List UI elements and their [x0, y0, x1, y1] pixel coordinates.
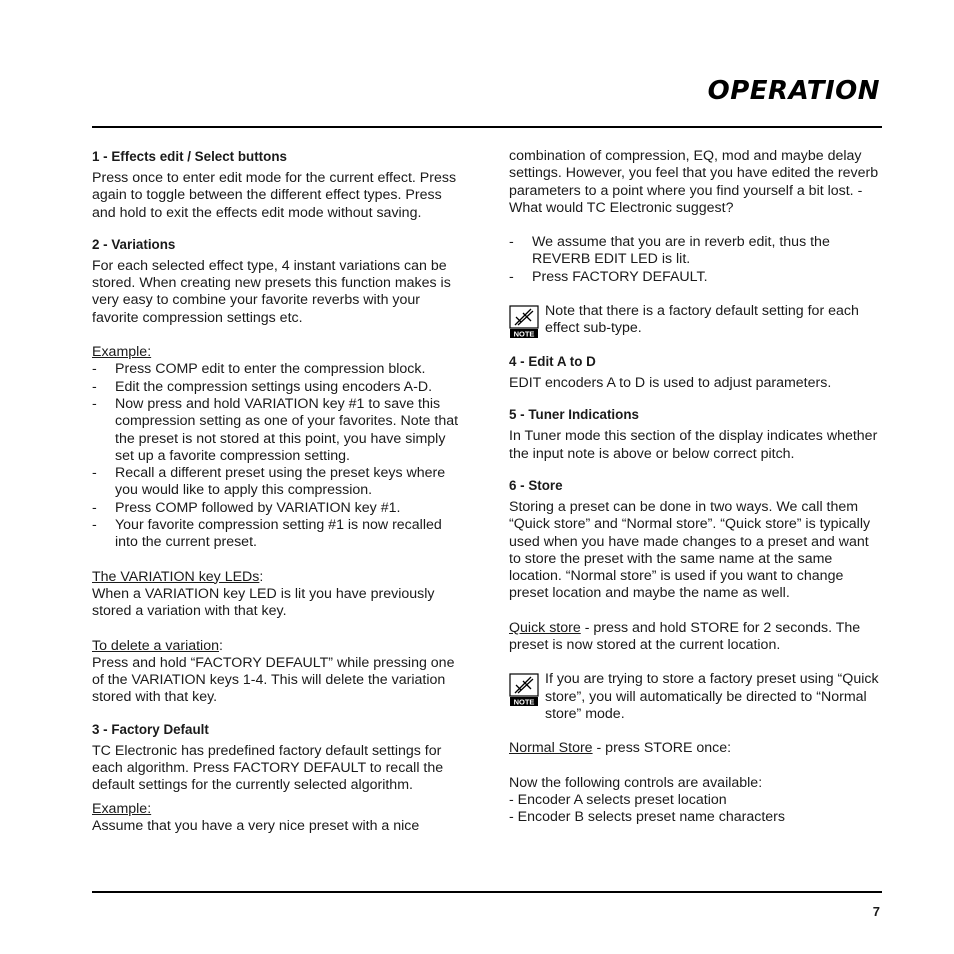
- list-item: - Recall a different preset using the preset keys where you would like to apply this compression.: [92, 465, 464, 500]
- section-heading: 4 - Edit A to D: [509, 354, 596, 370]
- section-text: Press once to enter edit mode for the current effect. Press again to toggle between the different effect types. Press and hold to exit the effects edit mode without saving.: [92, 170, 457, 221]
- control-item: - Encoder A selects preset location: [509, 791, 727, 808]
- normal-store-label: Normal Store: [509, 740, 593, 757]
- list-item: - Press COMP edit to enter the compression block.: [92, 361, 464, 378]
- leds-text: When a VARIATION key LED is lit you have previously stored a variation with that key.: [92, 585, 435, 620]
- section-text: Storing a preset can be done in two ways. We call them “Quick store” and “Normal store”. “Quick store” is typically used when you have made changes to a preset and want to store the preset with the same name at the same location. “Normal store” is used if you want to change preset location and maybe the name as well.: [509, 498, 871, 602]
- example2-label: Example:: [92, 800, 152, 817]
- note-text: If you are trying to store a factory preset using “Quick store”, you will automatically be directed to “Normal store” mode.: [545, 671, 879, 722]
- normal-store-text: - press STORE once:: [592, 740, 732, 757]
- control-item: - Encoder B selects preset name characters: [509, 809, 785, 826]
- left-column: [92, 148, 464, 835]
- note-box: [509, 303, 881, 339]
- section-edit-a-to-d: [509, 353, 881, 392]
- section-heading: 3 - Factory Default: [92, 721, 209, 737]
- section-heading: 5 - Tuner Indications: [509, 407, 639, 423]
- note-icon-label: NOTE: [513, 329, 535, 339]
- section-heading: 6 - Store: [509, 477, 563, 493]
- section-text: TC Electronic has predefined factory default settings for each algorithm. Press FACTORY DEFAULT to recall the default settings for the currently selected algorithm.: [92, 742, 444, 794]
- list-item: - Now press and hold VARIATION key #1 to save this compression setting as one of your favorites. Note that the preset is not stored at this point, you have simply set up a favorite compression setting.: [92, 396, 464, 465]
- example-list: [92, 361, 464, 551]
- example-label: Example:: [92, 344, 152, 361]
- section-text: EDIT encoders A to D is used to adjust parameters.: [509, 375, 832, 392]
- page-title: OPERATION: [707, 76, 880, 106]
- section-tuner: [509, 406, 881, 463]
- note-icon: [509, 305, 539, 339]
- quick-store-label: Quick store: [509, 619, 581, 636]
- delete-text: Press and hold “FACTORY DEFAULT” while pressing one of the VARIATION keys 1-4. This will delete the variation stored with that key.: [92, 654, 455, 706]
- example2-text: Assume that you have a very nice preset with a nice: [92, 817, 420, 834]
- right-column: [509, 148, 881, 840]
- note-icon-label: NOTE: [513, 697, 535, 707]
- steps-list: [509, 234, 881, 286]
- section-variations: 2 - Variations For each selected effect type, 4 instant variations can be stored. When creating new presets this function makes is very easy to combine your favorite reverbs with your favorite compression settings etc. Example: - Press COMP edit to enter the compression block. - Edit the compression settings using encoders A-D. - Now press and hold VARIATION key #1 to save this compression setting as one of your favorites. Note that the preset is not stored at this point, you have simply set up a favorite compression setting. - Recall a different preset using the preset keys where you would like to apply this compression. - Press COMP followed by VARIATION key #1. - Your favorite compression setting #1 is now recalled into the current preset. The VARIATION key LEDs: When a VARIATION key LED is lit you have previously stored a variation with that key. To delete a variation: Press and hold “FACTORY DEFAULT” while pressing one of the VARIATION keys 1-4. This will delete the variation stored with that key.: [92, 236, 464, 707]
- section-heading: 1 - Effects edit / Select buttons: [92, 149, 287, 164]
- note-text: Note that there is a factory default setting for each effect sub-type.: [545, 303, 859, 337]
- note-icon: [509, 673, 539, 707]
- leds-label: The VARIATION key LEDs: [92, 568, 260, 585]
- page-number: 7: [872, 904, 880, 919]
- quick-store-text: - press and hold STORE for 2 seconds. The preset is now stored at the current location.: [509, 619, 861, 654]
- header-rule: [92, 126, 882, 128]
- section-effects-edit: [92, 148, 464, 222]
- section-text: In Tuner mode this section of the display indicates whether the input note is above or below correct pitch.: [509, 428, 878, 462]
- footer-rule: [92, 891, 882, 893]
- note-box: [509, 671, 881, 723]
- section-heading: 2 - Variations: [92, 236, 176, 252]
- section-text: For each selected effect type, 4 instant variations can be stored. When creating new presets this function makes is very easy to combine your favorite reverbs with your favorite compression settings etc.: [92, 257, 451, 326]
- list-item: - We assume that you are in reverb edit, thus the REVERB EDIT LED is lit.: [509, 234, 881, 269]
- delete-label: To delete a variation: [92, 637, 219, 654]
- continued-text: combination of compression, EQ, mod and maybe delay settings. However, you feel that you have edited the reverb parameters to a point where you find yourself a bit lost. - What would TC Electronic suggest?: [509, 148, 879, 216]
- list-item: - Your favorite compression setting #1 is now recalled into the current preset.: [92, 517, 464, 552]
- section-store: [509, 477, 881, 826]
- controls-intro: Now the following controls are available:: [509, 774, 763, 791]
- list-item: - Press COMP followed by VARIATION key #1.: [92, 500, 464, 517]
- list-item: - Edit the compression settings using encoders A-D.: [92, 379, 464, 396]
- section-factory-default: [92, 721, 464, 795]
- list-item: - Press FACTORY DEFAULT.: [509, 269, 881, 286]
